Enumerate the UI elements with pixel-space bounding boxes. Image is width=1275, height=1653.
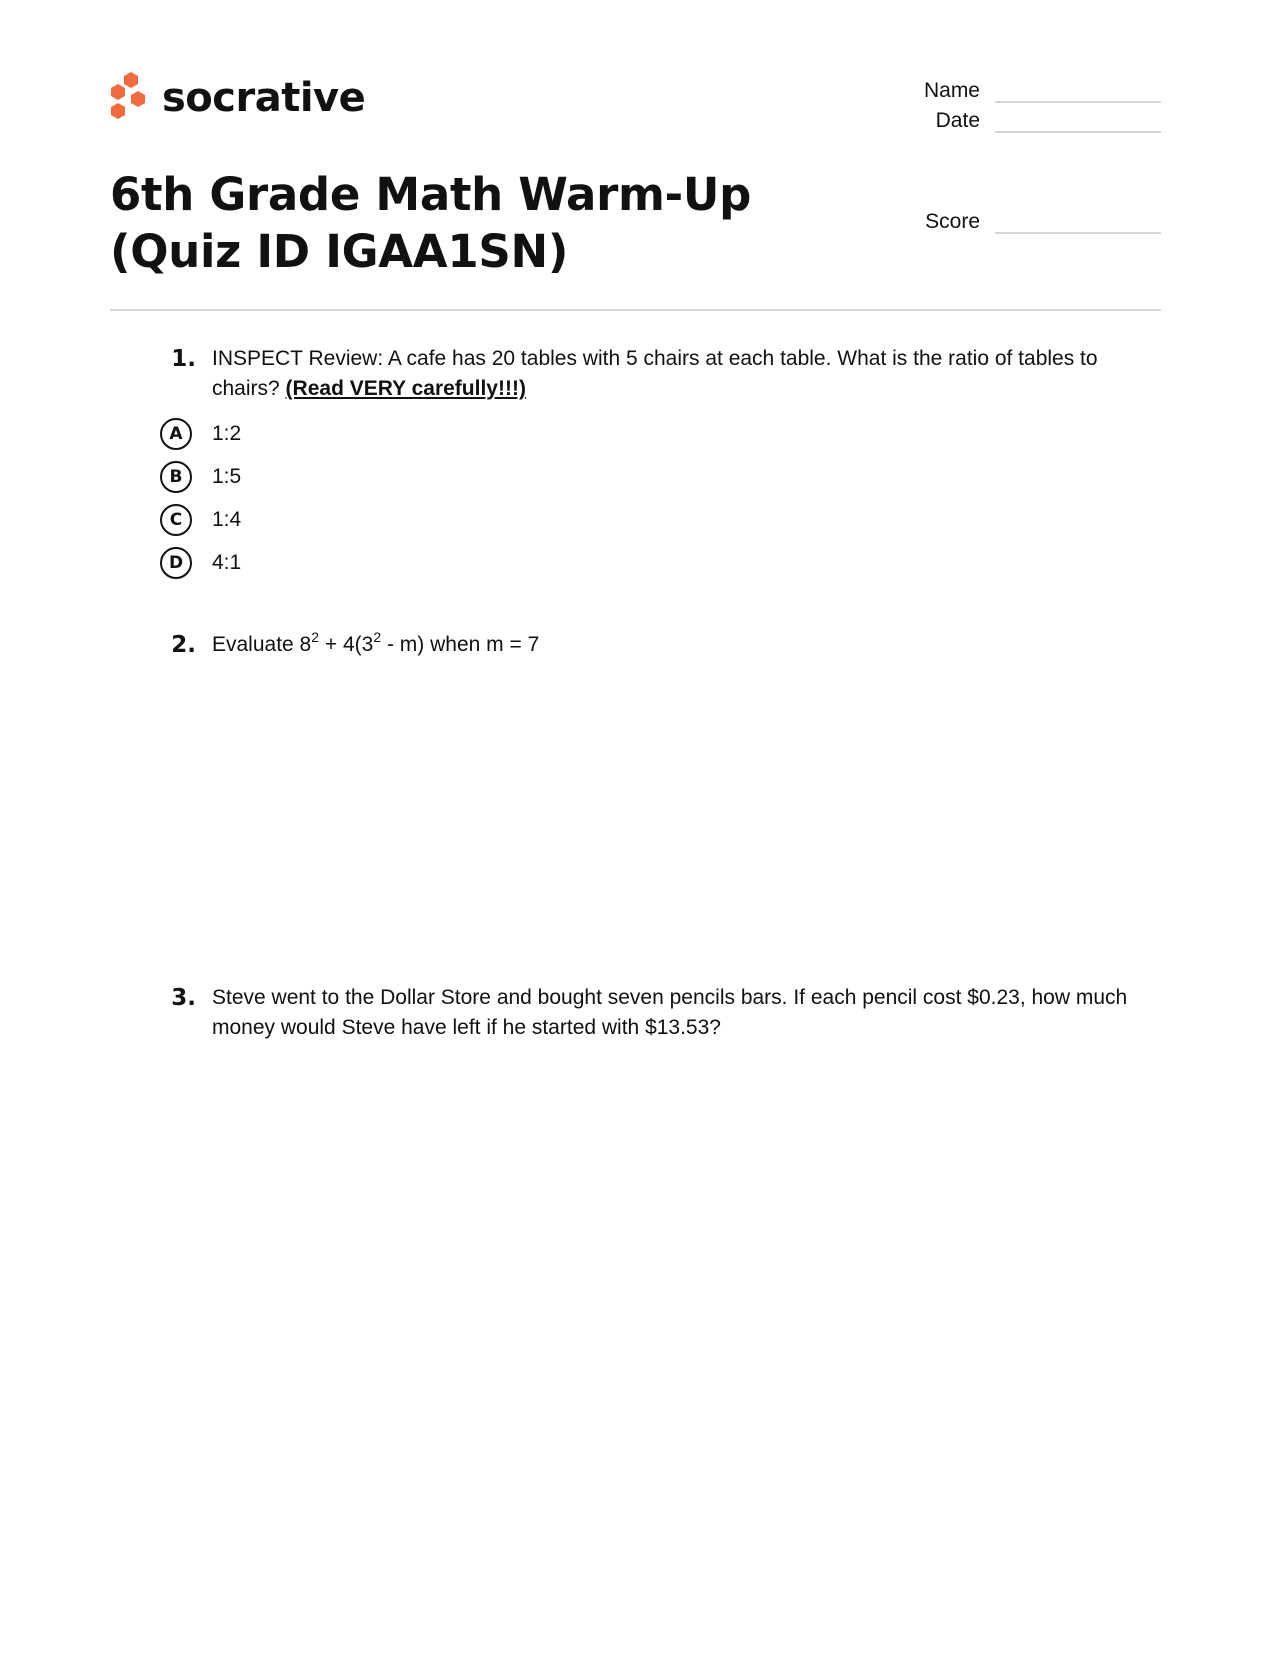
- option-letter-badge[interactable]: C: [160, 504, 192, 536]
- exponent: 2: [373, 629, 382, 645]
- brand-name: socrative: [162, 75, 366, 121]
- name-line[interactable]: [995, 101, 1161, 103]
- socrative-logo: [110, 72, 365, 124]
- question-number: 1.: [171, 346, 196, 372]
- header-divider: [110, 309, 1161, 311]
- option-letter-badge[interactable]: A: [160, 418, 192, 450]
- option-text: 1:2: [212, 421, 242, 445]
- question-text: Steve went to the Dollar Store and bought seven pencils bars. If each pencil cost $0.23, how much money would Steve have left if he started with $13.53?: [212, 986, 1128, 1039]
- expression-part: Evaluate 8: [212, 633, 312, 656]
- answer-options: [160, 412, 241, 584]
- quiz-title: 6th Grade Math Warm-Up (Quiz ID IGAA1SN): [110, 168, 752, 278]
- option-letter-badge[interactable]: B: [160, 461, 192, 493]
- option-a[interactable]: [160, 412, 241, 455]
- logo-hexagon: [111, 84, 125, 100]
- date-field: [880, 110, 1161, 131]
- option-text: 1:4: [212, 507, 242, 531]
- exponent: 2: [311, 629, 320, 645]
- name-label: Name: [923, 79, 980, 102]
- score-label: Score: [925, 210, 980, 233]
- option-b[interactable]: [160, 455, 241, 498]
- hexagon-cluster-logo-icon: [110, 72, 152, 124]
- expression-part: - m) when m = 7: [381, 633, 540, 656]
- question-number: 2.: [171, 632, 196, 658]
- logo-hexagon: [111, 103, 125, 119]
- logo-hexagon: [131, 91, 145, 107]
- option-c[interactable]: [160, 498, 241, 541]
- option-text: 1:5: [212, 464, 242, 488]
- date-label: Date: [935, 109, 980, 132]
- question-text: [212, 630, 1162, 660]
- option-text: 4:1: [212, 550, 242, 574]
- question-emphasis: (Read VERY carefully!!!): [285, 377, 526, 400]
- option-letter-badge[interactable]: D: [160, 547, 192, 579]
- score-line[interactable]: [995, 232, 1161, 234]
- question-prompt: INSPECT Review: A cafe has 20 tables with 5 chairs at each table. What is the ratio of tables to chairs?: [212, 347, 1098, 400]
- question-text: [212, 344, 1162, 404]
- option-d[interactable]: [160, 541, 241, 584]
- logo-hexagon: [124, 72, 138, 88]
- question-number: 3.: [171, 985, 196, 1011]
- name-field: [880, 80, 1161, 101]
- expression-part: + 4(3: [319, 633, 374, 656]
- date-line[interactable]: [995, 131, 1161, 133]
- score-field: [880, 211, 1161, 232]
